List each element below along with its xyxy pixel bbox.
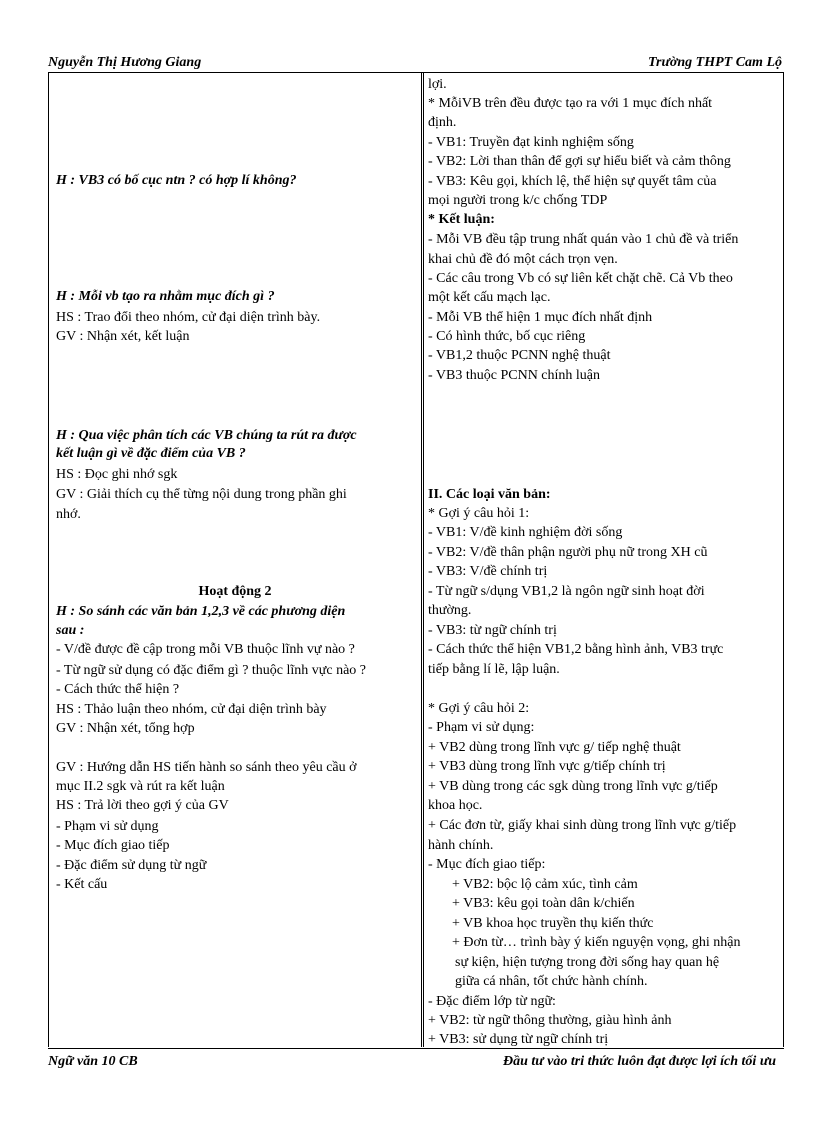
content-line: * MỗiVB trên đều được tạo ra với 1 mục đích nhất [428, 96, 713, 111]
content-line: - VB1: V/đề kinh nghiệm đời sống [428, 525, 623, 540]
content-line: - Cách thức thể hiện VB1,2 bằng hình ảnh, VB3 trực [428, 642, 724, 657]
content-line: * Gợi ý câu hỏi 2: [428, 701, 530, 716]
content-line: - Đặc điểm lớp từ ngữ: [428, 994, 556, 1009]
content-line: một kết cấu mạch lạc. [428, 290, 551, 305]
content-line: giữa cá nhân, tốt chức hành chính. [455, 974, 648, 989]
content-line: sự kiện, hiện tượng trong đời sống hay quan hệ [455, 955, 720, 970]
content-line: - Các câu trong Vb có sự liên kết chặt chẽ. Cả Vb theo [428, 271, 733, 286]
list-item: - Phạm vi sử dụng [56, 819, 159, 834]
list-item: - Mục đích giao tiếp [56, 838, 170, 853]
content-line: + VB2: bộc lộ cảm xúc, tình cảm [452, 877, 638, 892]
content-line: thường. [428, 603, 472, 618]
question-vb3-structure: H : VB3 có bố cục ntn ? có hợp lí không? [56, 173, 297, 188]
content-line: - Từ ngữ s/dụng VB1,2 là ngôn ngữ sinh hoạt đời [428, 584, 705, 599]
content-line: - VB1: Truyền đạt kinh nghiệm sống [428, 135, 634, 150]
content-line: + VB3: kêu gọi toàn dân k/chiến [452, 896, 635, 911]
student-task: HS : Trao đổi theo nhóm, cử đại diện trình bày. [56, 310, 321, 325]
student-task: HS : Đọc ghi nhớ sgk [56, 467, 178, 482]
list-item: - Cách thức thể hiện ? [56, 682, 180, 697]
student-task: HS : Trả lời theo gợi ý của GV [56, 798, 229, 813]
footer-rule [48, 1048, 784, 1049]
teacher-task: GV : Giải thích cụ thể từng nội dung trong phần ghi [56, 487, 347, 502]
question-conclusion: H : Qua việc phân tích các VB chúng ta rút ra được [56, 428, 357, 443]
content-line: tiếp bằng lí lẽ, lập luận. [428, 662, 560, 677]
conclusion-heading: * Kết luận: [428, 212, 495, 227]
content-line: lợi. [428, 77, 447, 92]
content-line: + Các đơn từ, giấy khai sinh dùng trong lĩnh vực g/tiếp [428, 818, 737, 833]
content-line: + VB2 dùng trong lĩnh vực g/ tiếp nghệ thuật [428, 740, 681, 755]
student-task: HS : Thảo luận theo nhóm, cử đại diện trình bày [56, 702, 327, 717]
content-line: + VB3 dùng trong lĩnh vực g/tiếp chính trị [428, 759, 666, 774]
content-line: định. [428, 115, 457, 130]
content-line: - VB3: V/đề chính trị [428, 564, 548, 579]
content-line: * Gợi ý câu hỏi 1: [428, 506, 530, 521]
content-line: - VB3 thuộc PCNN chính luận [428, 368, 601, 383]
content-line: - VB3: từ ngữ chính trị [428, 623, 557, 638]
teacher-task: mục II.2 sgk và rút ra kết luận [56, 779, 225, 794]
content-line: khai chủ đề đó một cách trọn vẹn. [428, 252, 618, 267]
teacher-task: GV : Nhận xét, kết luận [56, 329, 190, 344]
content-line: - VB1,2 thuộc PCNN nghệ thuật [428, 348, 611, 363]
footer-subject: Ngữ văn 10 CB [48, 1054, 138, 1069]
teacher-task: nhớ. [56, 507, 81, 522]
content-line: - Có hình thức, bố cục riêng [428, 329, 586, 344]
list-item: - Kết cấu [56, 877, 108, 892]
content-line: - VB2: V/đề thân phận người phụ nữ trong XH cũ [428, 545, 708, 560]
section-heading: II. Các loại văn bản: [428, 487, 551, 502]
content-line: - Mục đích giao tiếp: [428, 857, 546, 872]
question-conclusion: kết luận gì về đặc điểm của VB ? [56, 446, 246, 461]
content-line: + VB2: từ ngữ thông thường, giàu hình ảnh [428, 1013, 672, 1028]
content-line: + VB3: sử dụng từ ngữ chính trị [428, 1032, 609, 1047]
content-line: + VB khoa học truyền thụ kiến thức [452, 916, 654, 931]
content-line: mọi người trong k/c chống TDP [428, 193, 608, 208]
activity-heading: Hoạt động 2 [198, 584, 272, 599]
question-compare: H : So sánh các văn bản 1,2,3 về các phương diện [56, 604, 346, 619]
header-author: Nguyễn Thị Hương Giang [48, 55, 202, 70]
header-school: Trường THPT Cam Lộ [648, 55, 782, 70]
question-compare: sau : [56, 623, 85, 638]
content-line: - VB3: Kêu gọi, khích lệ, thể hiện sự quyết tâm của [428, 174, 717, 189]
list-item: - Đặc điểm sử dụng từ ngữ [56, 858, 207, 873]
content-line: khoa học. [428, 798, 483, 813]
teacher-task: GV : Nhận xét, tổng hợp [56, 721, 195, 736]
content-line: - Phạm vi sử dụng: [428, 720, 535, 735]
content-line: - VB2: Lời than thân để gợi sự hiểu biết và cảm thông [428, 154, 731, 169]
list-item: - V/đề được đề cập trong mỗi VB thuộc lĩnh vự nào ? [56, 642, 355, 657]
list-item: - Từ ngữ sử dụng có đặc điểm gì ? thuộc lĩnh vực nào ? [56, 663, 367, 678]
footer-motto: Đầu tư vào tri thức luôn đạt được lợi ích tối ưu [503, 1054, 776, 1069]
content-line: hành chính. [428, 838, 494, 853]
teacher-student-activity-column [48, 73, 422, 1047]
content-line: - Mỗi VB thể hiện 1 mục đích nhất định [428, 310, 653, 325]
teacher-task: GV : Hướng dẫn HS tiến hành so sánh theo yêu cầu ở [56, 760, 357, 775]
content-line: + Đơn từ… trình bày ý kiến nguyện vọng, ghi nhận [452, 935, 741, 950]
content-line: - Mỗi VB đều tập trung nhất quán vào 1 chủ đề và triển [428, 232, 739, 247]
content-line: + VB dùng trong các sgk dùng trong lĩnh vực g/tiếp [428, 779, 718, 794]
question-purpose: H : Mỗi vb tạo ra nhằm mục đích gì ? [56, 289, 275, 304]
